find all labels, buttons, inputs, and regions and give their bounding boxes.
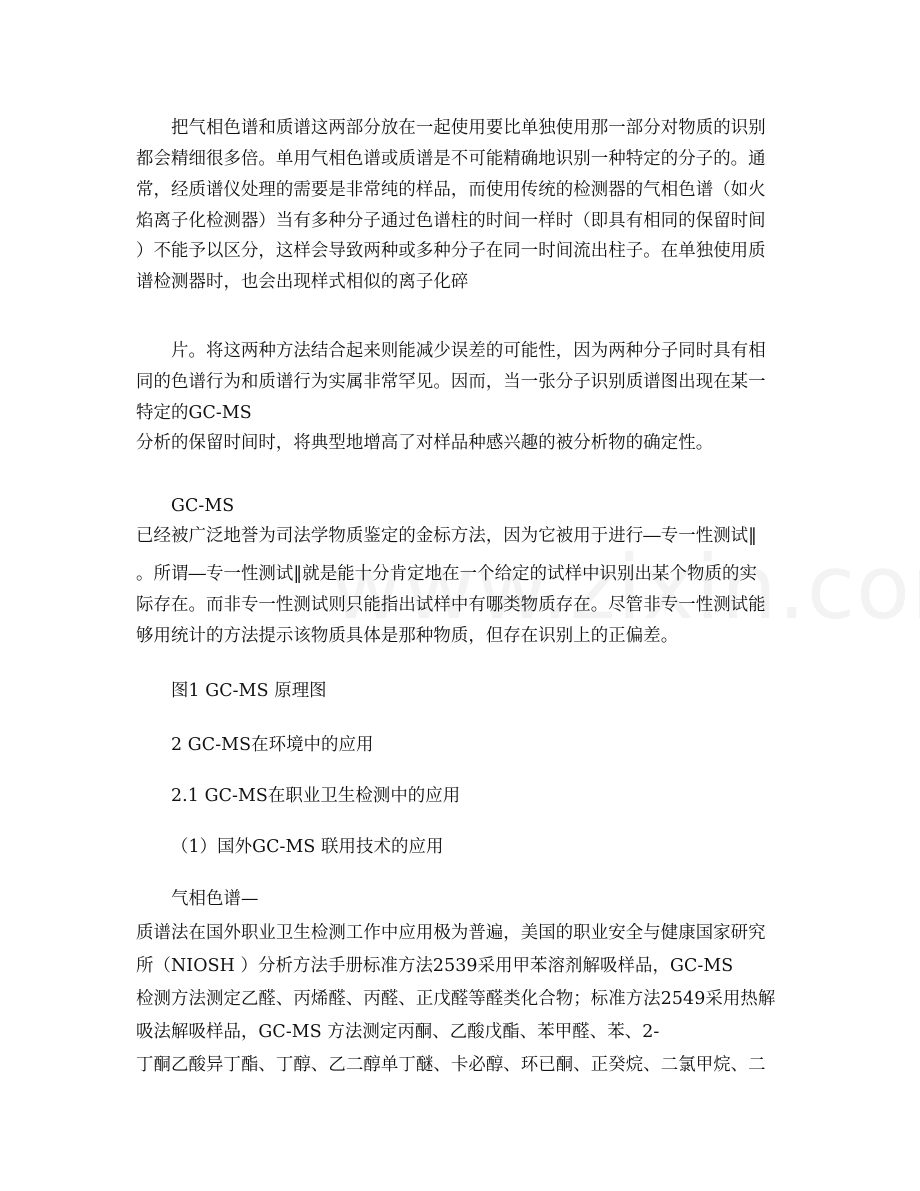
watermark: [330, 536, 920, 639]
para2-line-1: 片。将这两种方法结合起来则能减少误差的可能性，因为两种分子同时具有相: [171, 341, 766, 361]
section-2-1-heading: 2.1 GC-MS在职业卫生检测中的应用: [171, 786, 461, 806]
subsection-1-heading: （1）国外GC-MS 联用技术的应用: [171, 837, 444, 857]
para2-line-2: 同的色谱行为和质谱行为实属非常罕见。因而，当一张分子识别质谱图出现在某一: [136, 372, 766, 392]
para4-line-6: 丁酮乙酸异丁酯、丁醇、乙二醇单丁醚、卡必醇、环已酮、正癸烷、二氯甲烷、二: [136, 1055, 766, 1075]
para1-line-1: 把气相色谱和质谱这两部分放在一起使用要比单独使用那一部分对物质的识别: [171, 118, 766, 138]
para4-line-2: 质谱法在国外职业卫生检测工作中应用极为普遍，美国的职业安全与健康国家研究: [136, 923, 766, 943]
para4-line-1: 气相色谱—: [171, 889, 259, 909]
para3-line-3: 。所谓―专一性测试‖就是能十分肯定地在一个给定的试样中识别出某个物质的实: [136, 564, 757, 584]
para4-line-3: 所（NIOSH ）分析方法手册标准方法2539采用甲苯溶剂解吸样品，GC-MS: [136, 956, 734, 976]
para3-line-1: GC-MS: [171, 496, 235, 516]
para1-line-4: 焰离子化检测器）当有多种分子通过色谱柱的时间一样时（即具有相同的保留时间: [136, 211, 766, 231]
para2-line-4: 分析的保留时间时，将典型地增高了对样品种感兴趣的被分析物的确定性。: [136, 433, 714, 453]
para1-line-3: 常，经质谱仪处理的需要是非常纯的样品，而使用传统的检测器的气相色谱（如火: [136, 180, 766, 200]
para1-line-6: 谱检测器时，也会出现样式相似的离子化碎: [136, 272, 469, 292]
para3-line-4: 际存在。而非专一性测试则只能指出试样中有哪类物质存在。尽管非专一性测试能: [136, 595, 766, 615]
para4-line-4: 检测方法测定乙醛、丙烯醛、丙醛、正戊醛等醛类化合物；标准方法2549采用热解: [136, 989, 776, 1009]
para4-line-5: 吸法解吸样品，GC-MS 方法测定丙酮、乙酸戊酯、苯甲醛、苯、2-: [136, 1022, 660, 1042]
para3-line-2: 已经被广泛地誉为司法学物质鉴定的金标方法，因为它被用于进行―专一性测试‖: [136, 526, 757, 546]
para1-line-2: 都会精细很多倍。单用气相色谱或质谱是不可能精确地识别一种特定的分子的。通: [136, 149, 766, 169]
para1-line-5: ）不能予以区分，这样会导致两种或多种分子在同一时间流出柱子。在单独使用质: [136, 241, 766, 261]
para2-line-3: 特定的GC-MS: [136, 403, 252, 423]
para3-line-5: 够用统计的方法提示该物质具体是那种物质，但存在识别上的正偏差。: [136, 626, 679, 646]
figure-caption: 图1 GC-MS 原理图: [171, 681, 327, 701]
section-2-heading: 2 GC-MS在环境中的应用: [171, 735, 374, 755]
